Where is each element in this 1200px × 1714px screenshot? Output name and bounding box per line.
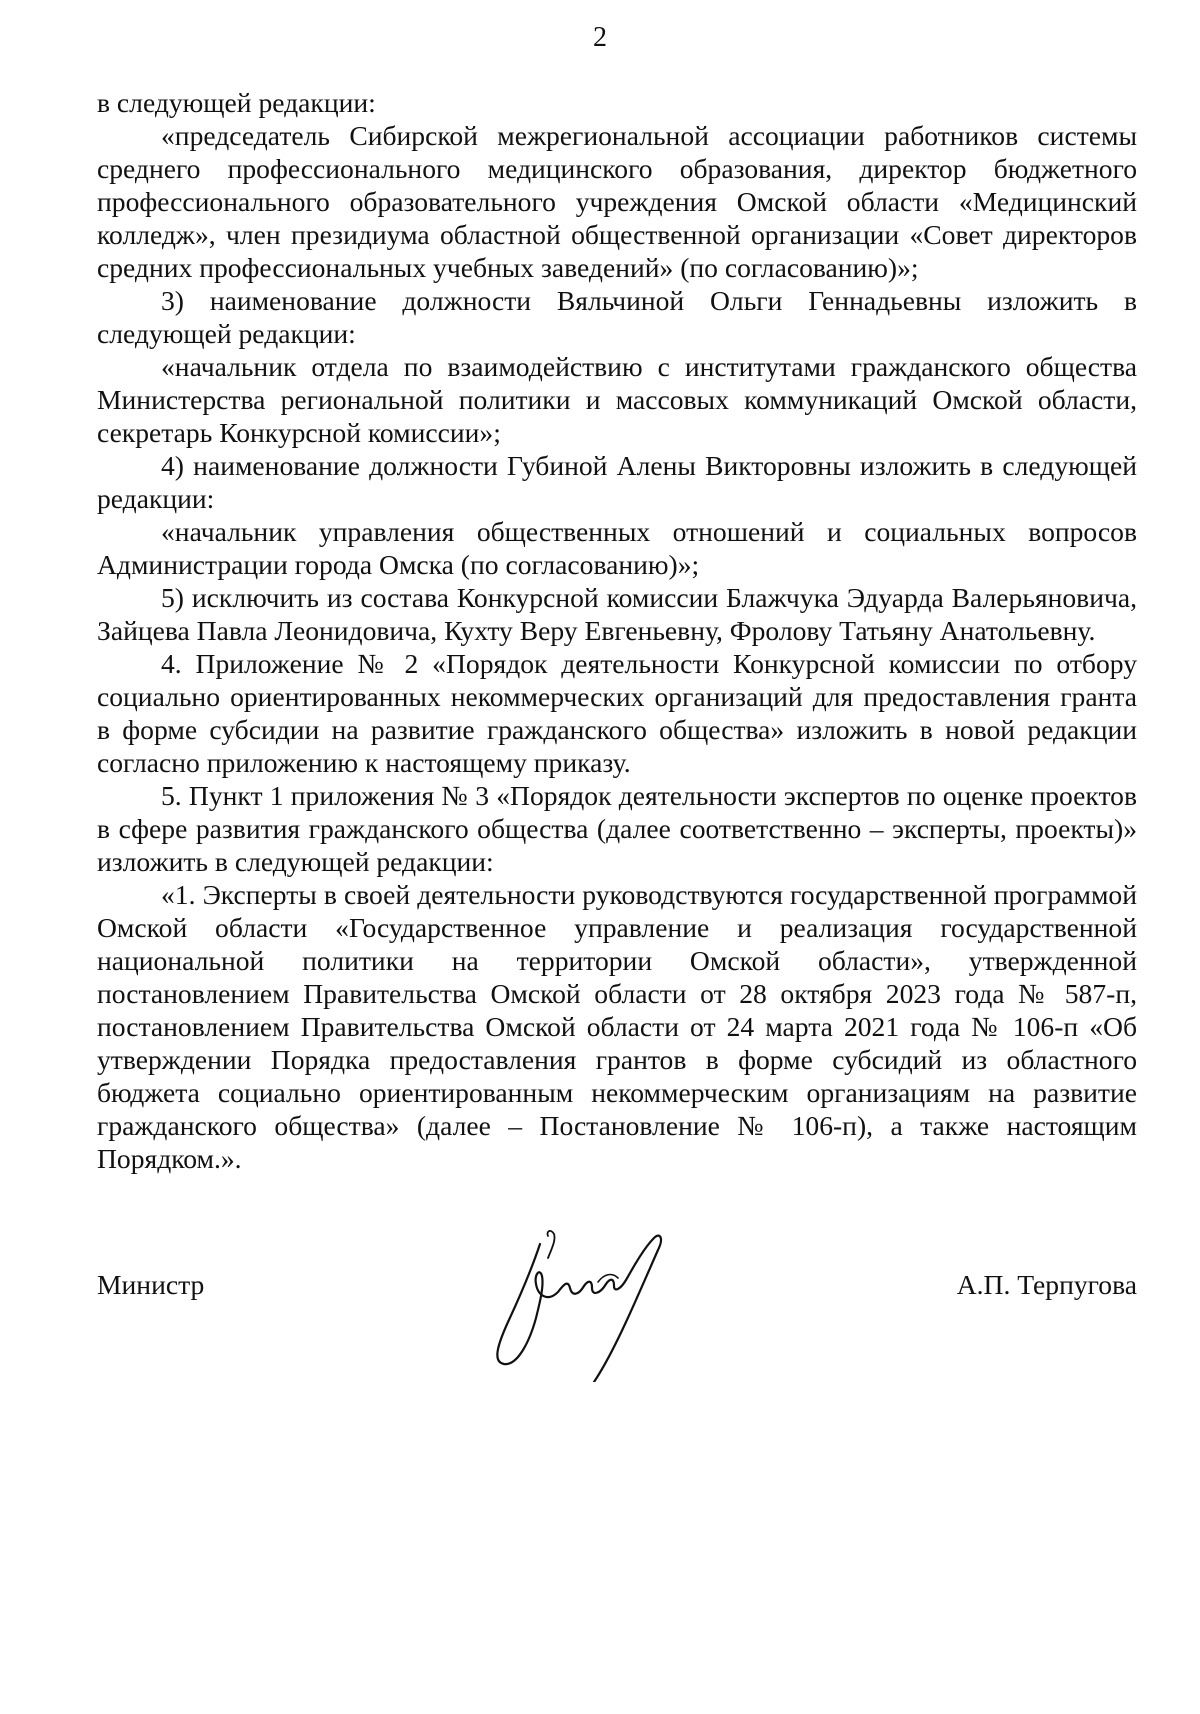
signatory-name: А.П. Терпугова [956,1269,1137,1300]
paragraph-item-4: 4) наименование должности Губиной Алены Викторовны изложить в следующей редакции: [97,450,1137,514]
paragraph-continuation: в следующей редакции: [97,87,376,118]
page-number: 2 [593,22,607,53]
paragraph-section-5: 5. Пункт 1 приложения № 3 «Порядок деятельности экспертов по оценке проектов в сфере развития гражданского общества (далее соответственно – эксперты, проекты)» изложить в следующей редакции: [97,780,1137,877]
paragraph-chairman-title: «председатель Сибирской межрегиональной ассоциации работников системы среднего профессионального медицинского образования, директор бюджетного профессионального образовательного учреждения Омской области «Медицинский колледж», член президиума областной общественной организации «Совет директоров средних профессиональных учебных заведений» (по согласованию)»; [97,120,1137,283]
paragraph-item-5: 5) исключить из состава Конкурсной комиссии Блажчука Эдуарда Валерьяновича, Зайцева Павла Леонидовича, Кухту Веру Евгеньевну, Фролову Татьяну Анатольевну. [97,582,1137,646]
handwritten-signature [478,1222,698,1382]
paragraph-section-4: 4. Приложение № 2 «Порядок деятельности Конкурсной комиссии по отбору социально ориентированных некоммерческих организаций для предоставления гранта в форме субсидии на развитие гражданского общества» изложить в новой редакции согласно приложению к настоящему приказу. [97,648,1137,778]
paragraph-department-head-title: «начальник отдела по взаимодействию с институтами гражданского общества Министерства региональной политики и массовых коммуникаций Омской области, секретарь Конкурсной комиссии»; [97,351,1137,448]
position-title: Министр [97,1269,205,1300]
paragraph-item-3: 3) наименование должности Вяльчиной Ольги Геннадьевны изложить в следующей редакции: [97,285,1137,349]
body-text [97,86,1137,1175]
paragraph-administration-title: «начальник управления общественных отношений и социальных вопросов Администрации города Омска (по согласованию)»; [97,516,1137,580]
paragraph-experts-clause: «1. Эксперты в своей деятельности руководствуются государственной программой Омской области «Государственное управление и реализация государственной национальной политики на территории Омской области», утвержденной постановлением Правительства Омской области от 28 октября 2023 года № 587-п, постановлением Правительства Омской области от 24 марта 2021 года № 106-п «Об утверждении Порядка предоставления грантов в форме субсидий из областного бюджета социально ориентированным некоммерческим организациям на развитие гражданского общества» (далее – Постановление № 106-п), а также настоящим Порядком.». [97,879,1137,1174]
